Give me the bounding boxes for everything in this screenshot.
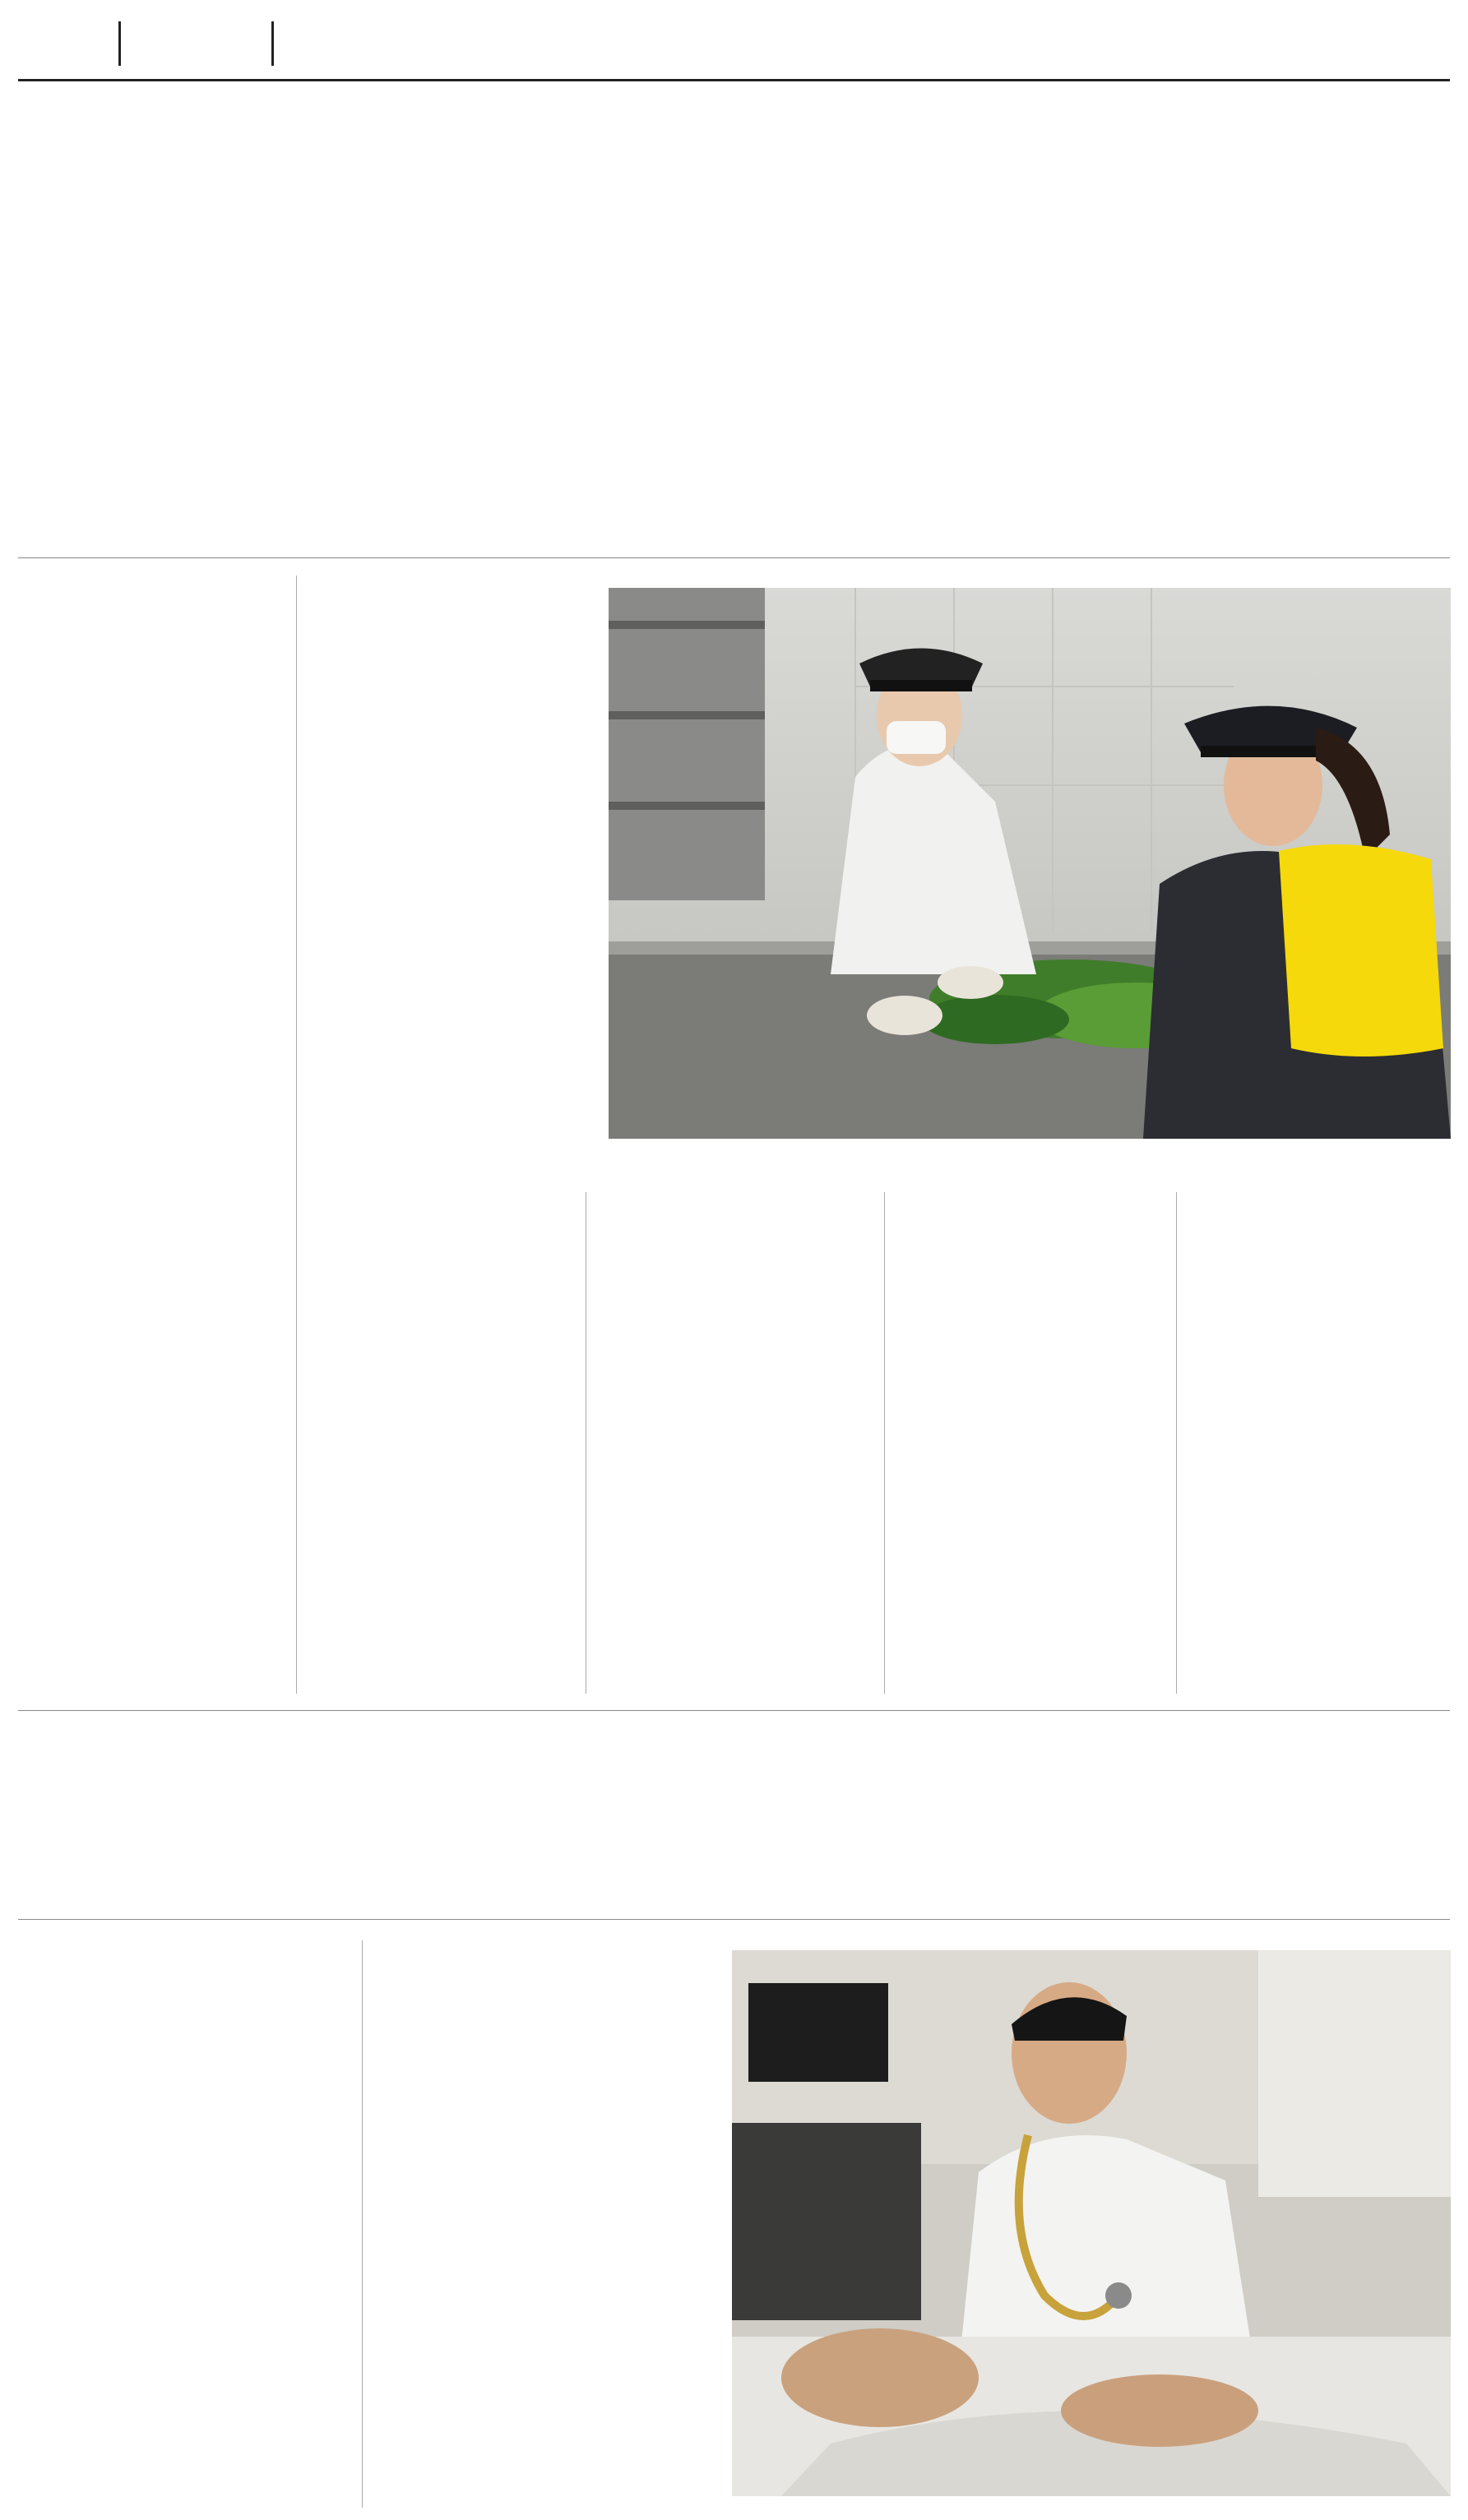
armband-badge xyxy=(1279,844,1443,1057)
article1-column-3 xyxy=(607,1194,872,1687)
article1-column-2a xyxy=(309,576,571,1057)
headline-rule xyxy=(18,1919,1450,1920)
doctor-photo xyxy=(732,1950,1451,2496)
article-divider xyxy=(18,1710,1450,1711)
kitchen-scene xyxy=(609,588,1451,1139)
ward-scene xyxy=(732,1950,1451,2496)
article1-column-4 xyxy=(898,1295,1163,1690)
article1-column-5 xyxy=(1189,1194,1451,1687)
column-rule xyxy=(296,576,297,1694)
byline-rule xyxy=(18,557,1450,558)
column-rule xyxy=(362,1940,363,2508)
header-divider xyxy=(271,21,274,66)
column-rule xyxy=(1176,1192,1177,1694)
header-rule xyxy=(18,79,1450,81)
article1-column-2b xyxy=(309,1148,571,1658)
article2-column-2 xyxy=(375,1939,707,2506)
article1-column-1 xyxy=(18,682,283,1689)
column-rule xyxy=(884,1192,885,1694)
article2-column-1 xyxy=(18,1939,347,2506)
header-divider xyxy=(118,21,121,66)
inspection-photo xyxy=(609,588,1451,1139)
